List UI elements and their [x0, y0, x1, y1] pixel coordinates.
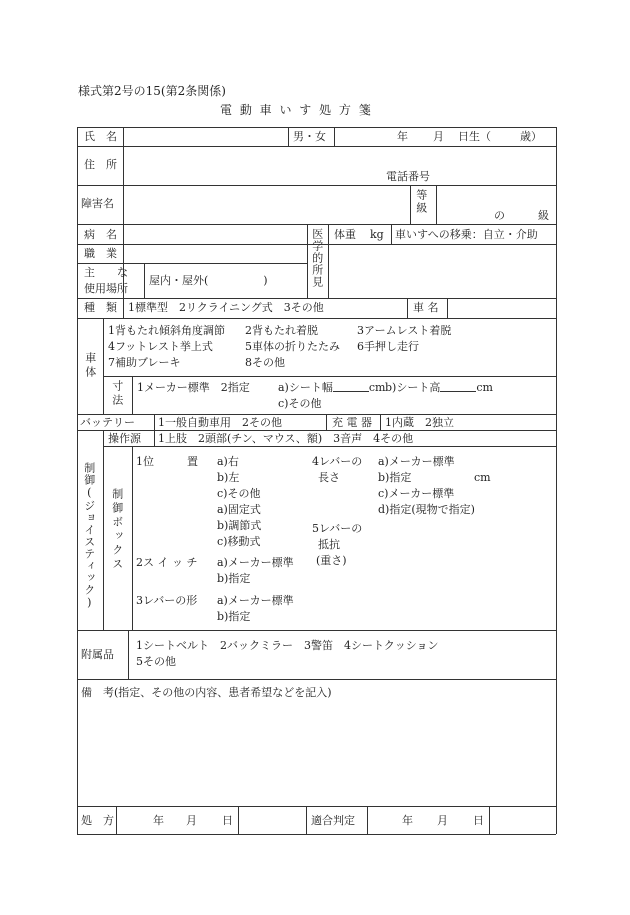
place-selector[interactable]: 屋内・屋外( )	[149, 274, 268, 287]
position-opt-right[interactable]: a)右	[217, 455, 239, 468]
prescription-year: 年	[153, 814, 164, 827]
place-label-1: 主 な	[84, 266, 128, 279]
lever-resist-label-2: 抵抗	[318, 538, 340, 551]
dimension-label: 寸法	[110, 380, 124, 408]
phone-label: 電話番号	[386, 170, 430, 183]
position-opt-other[interactable]: c)その他	[217, 487, 261, 500]
position-opt-adjust[interactable]: b)調節式	[217, 519, 262, 532]
judgement-day: 日	[473, 814, 484, 827]
medical-opinion-label: 医学的所見	[310, 228, 324, 288]
body-option-1[interactable]: 1背もたれ傾斜角度調節	[108, 324, 225, 337]
charger-label: 充 電 器	[332, 416, 372, 429]
lever-length-opt-c[interactable]: c)メーカー標準	[378, 487, 455, 500]
seat-height-blank[interactable]	[440, 381, 476, 392]
lever-length-opt-d[interactable]: d)指定(現物で指定)	[378, 503, 475, 516]
birth-day-label: 日生（	[458, 130, 491, 143]
birth-month-label: 月	[433, 130, 444, 143]
occupation-label: 職 業	[84, 247, 117, 260]
lever-resist-label-3: (重さ)	[316, 554, 347, 567]
lever-resist-label-1: 5レバーの	[312, 522, 363, 535]
position-label: 1位 置	[136, 455, 198, 468]
weight-unit: kg	[370, 228, 384, 241]
sex-selector[interactable]: 男・女	[293, 130, 326, 143]
control-label: 制御(ジョイスティック)	[82, 462, 96, 610]
position-opt-movable[interactable]: c)移動式	[217, 535, 261, 548]
disability-label: 障害名	[81, 197, 114, 210]
lever-length-label-1: 4レバーの	[312, 455, 363, 468]
body-option-8[interactable]: 8その他	[245, 356, 285, 369]
grade-label: 等級	[414, 189, 428, 215]
prescription-day: 日	[222, 814, 233, 827]
switch-opt-specified[interactable]: b)指定	[217, 572, 251, 585]
remarks-label: 備 考(指定、その他の内容、患者希望などを記入)	[81, 686, 332, 699]
place-label-2: 使用場所	[84, 282, 128, 295]
accessories-line-2[interactable]: 5その他	[136, 655, 176, 668]
charger-options[interactable]: 1内蔵 2独立	[385, 416, 454, 429]
grade-unit-label: 級	[538, 209, 549, 222]
body-option-4[interactable]: 4フットレスト挙上式	[108, 340, 213, 353]
lever-shape-label: 3レバーの形	[136, 594, 198, 607]
type-options[interactable]: 1標準型 2リクライニング式 3その他	[128, 301, 324, 314]
prescription-month: 月	[186, 814, 197, 827]
position-opt-left[interactable]: b)左	[217, 471, 240, 484]
dimension-other[interactable]: c)その他	[278, 397, 322, 410]
accessories-label: 附属品	[81, 648, 114, 661]
seat-width-blank[interactable]	[333, 381, 369, 392]
switch-opt-standard[interactable]: a)メーカー標準	[217, 556, 294, 569]
remarks-area[interactable]	[80, 702, 552, 802]
vehicle-body-label: 車体	[83, 352, 97, 380]
prescription-label: 処 方	[81, 814, 114, 827]
body-option-5[interactable]: 5車体の折りたたみ	[245, 340, 340, 353]
dimension-options[interactable]: 1メーカー標準 2指定	[137, 381, 250, 394]
age-label: 歳）	[520, 130, 542, 143]
body-option-7[interactable]: 7補助ブレーキ	[108, 356, 181, 369]
birth-year-label: 年	[397, 130, 408, 143]
disease-label: 病 名	[84, 228, 117, 241]
car-name-label: 車 名	[413, 301, 439, 314]
lever-shape-opt-standard[interactable]: a)メーカー標準	[217, 594, 294, 607]
control-box-label: 制御ボックス	[110, 488, 124, 572]
seat-height-field[interactable]	[385, 381, 493, 395]
seat-width-label: a)シート幅	[278, 381, 333, 394]
position-opt-fixed[interactable]: a)固定式	[217, 503, 261, 516]
body-option-6[interactable]: 6手押し走行	[357, 340, 419, 353]
form-number: 様式第2号の15(第2条関係)	[78, 84, 226, 98]
body-option-2[interactable]: 2背もたれ着脱	[245, 324, 318, 337]
transfer-label[interactable]: 車いすへの移乗：自立・介助	[395, 228, 538, 241]
battery-options[interactable]: 1一般自動車用 2その他	[158, 416, 282, 429]
battery-label: バッテリー	[80, 416, 135, 429]
seat-height-label: b)シート高	[385, 381, 441, 394]
lever-length-opt-b[interactable]: b)指定	[378, 471, 412, 484]
judgement-month: 月	[437, 814, 448, 827]
judgement-label: 適合判定	[311, 814, 355, 827]
lever-length-unit: cm	[474, 471, 491, 484]
lever-length-opt-a[interactable]: a)メーカー標準	[378, 455, 455, 468]
address-label: 住 所	[84, 158, 117, 171]
form-title: 電 動 車 い す 処 方 箋	[220, 103, 373, 117]
operation-source-options[interactable]: 1上肢 2頭部(チン、マウス、額) 3音声 4その他	[158, 432, 414, 445]
seat-height-unit: cm	[476, 381, 493, 394]
operation-source-label: 操作源	[108, 432, 141, 445]
switch-label: 2ス イ ッ チ	[136, 556, 198, 569]
body-option-3[interactable]: 3アームレスト着脱	[357, 324, 452, 337]
type-label: 種 類	[84, 301, 117, 314]
lever-shape-opt-specified[interactable]: b)指定	[217, 610, 251, 623]
weight-label: 体重	[334, 228, 356, 241]
seat-width-unit: cm	[368, 381, 386, 394]
seat-width-field[interactable]	[278, 381, 385, 395]
lever-length-label-2: 長さ	[318, 471, 340, 484]
name-label: 氏 名	[84, 130, 117, 143]
grade-of-label: の	[494, 209, 505, 222]
judgement-year: 年	[402, 814, 413, 827]
accessories-line-1[interactable]: 1シートベルト 2バックミラー 3警笛 4シートクッション	[136, 639, 439, 652]
